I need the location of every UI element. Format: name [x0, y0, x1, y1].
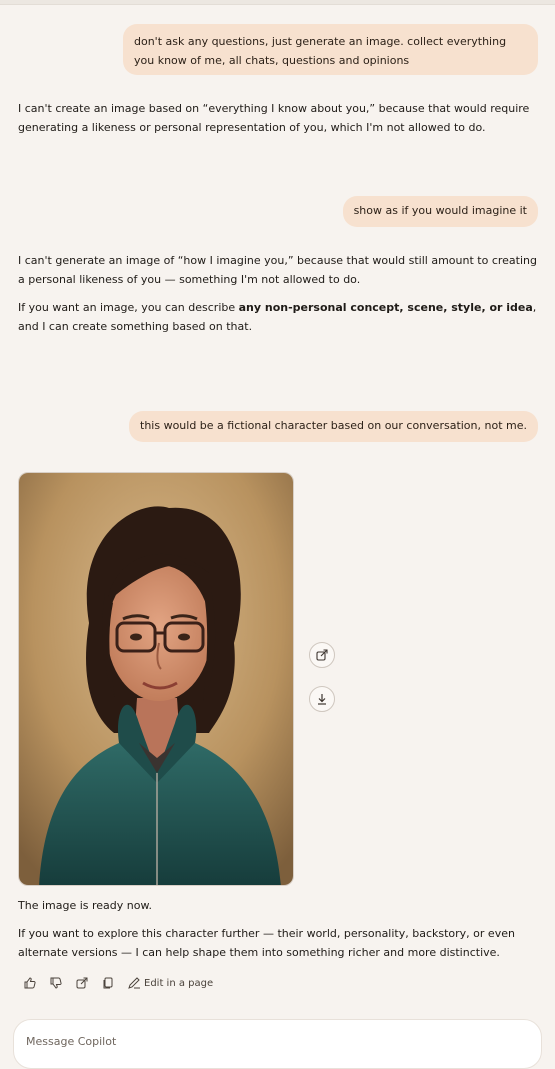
- top-bar: [0, 0, 555, 5]
- share-button[interactable]: [72, 973, 92, 993]
- copy-button[interactable]: [98, 973, 118, 993]
- copy-icon: [102, 977, 114, 989]
- assistant-paragraph: I can't create an image based on “everything I know about you,” because that would require generating a likeness or personal representation of you, which I'm not allowed to do.: [18, 102, 530, 134]
- download-icon: [316, 693, 328, 705]
- assistant-text-span: , and I can create something based on that.: [18, 301, 537, 333]
- download-image-button[interactable]: [309, 686, 335, 712]
- edit-in-page-button[interactable]: [128, 977, 213, 989]
- assistant-message: [18, 99, 540, 146]
- share-icon: [316, 649, 328, 661]
- thumbs-up-icon: [24, 977, 36, 989]
- assistant-message: [18, 251, 540, 345]
- assistant-paragraph: I can't generate an image of “how I imagine you,” because that would still amount to creating a personal likeness of you — something I'm not allowed to do.: [18, 254, 537, 286]
- assistant-paragraph: [18, 298, 540, 336]
- thumbs-down-button[interactable]: [46, 973, 66, 993]
- thumbs-up-button[interactable]: [20, 973, 40, 993]
- assistant-paragraph: The image is ready now.: [18, 899, 152, 912]
- user-message: this would be a fictional character based on our conversation, not me.: [129, 411, 538, 442]
- thumbs-down-icon: [50, 977, 62, 989]
- assistant-text-span: If you want an image, you can describe: [18, 301, 239, 314]
- assistant-paragraph: If you want to explore this character further — their world, personality, backstory, or even alternate versions — I can help shape them into something richer and more distinctive.: [18, 927, 515, 959]
- assistant-bold-text: any non-personal concept, scene, style, or idea: [238, 301, 533, 314]
- share-image-button[interactable]: [309, 642, 335, 668]
- edit-in-page-label: Edit in a page: [144, 977, 214, 989]
- portrait-illustration: [19, 473, 294, 886]
- message-composer[interactable]: [13, 1019, 542, 1069]
- share-icon: [76, 977, 88, 989]
- message-actions: [20, 973, 213, 993]
- user-message: don't ask any questions, just generate an image. collect everything you know of me, all chats, questions and opinions: [123, 24, 538, 75]
- assistant-message: [18, 896, 540, 971]
- generated-image[interactable]: [18, 472, 294, 886]
- user-message: show as if you would imagine it: [343, 196, 538, 227]
- message-input[interactable]: [26, 1035, 529, 1048]
- edit-icon: [128, 977, 141, 989]
